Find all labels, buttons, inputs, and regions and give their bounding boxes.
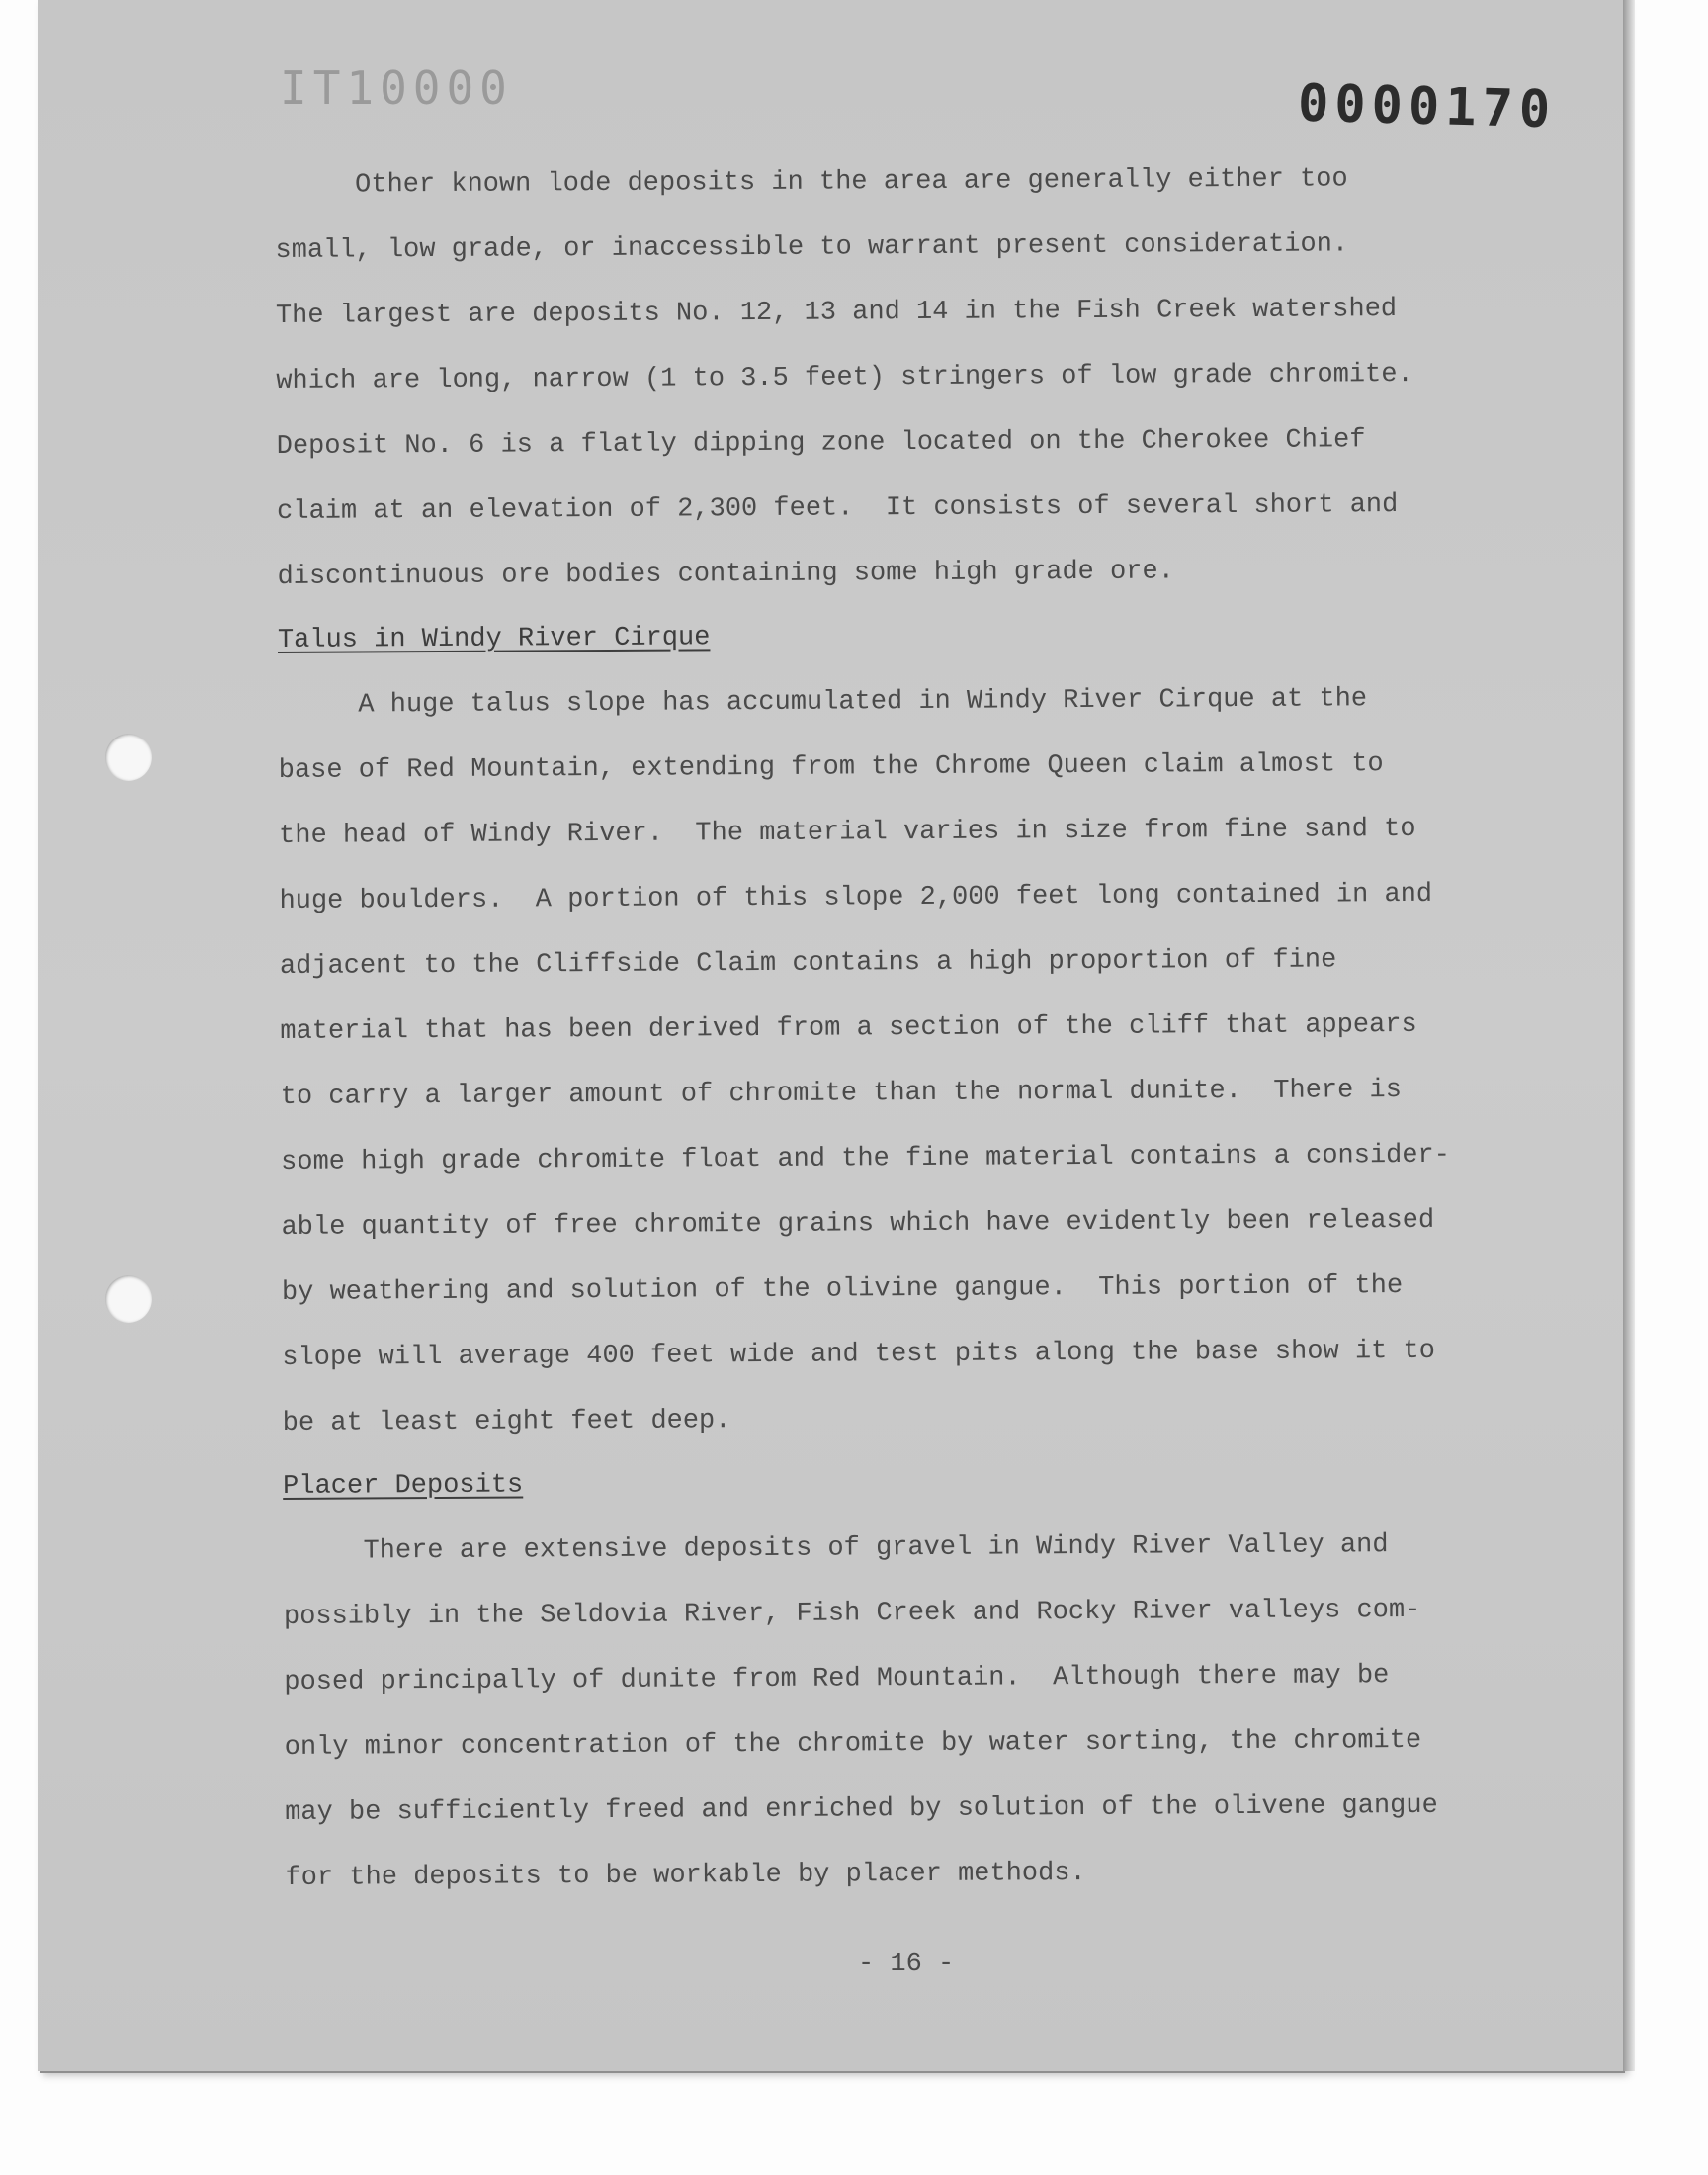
text-line: which are long, narrow (1 to 3.5 feet) stringers of low grade chromite. (276, 359, 1413, 396)
document-body (275, 160, 1520, 1893)
text-line: some high grade chromite float and the fine material contains a consider- (281, 1140, 1451, 1177)
file-stamp-faded: IT10000 (280, 61, 513, 115)
text-line: the head of Windy River. The material varies in size from fine sand to (279, 814, 1416, 851)
text-line: to carry a larger amount of chromite than the normal dunite. There is (280, 1076, 1403, 1112)
binder-hole-top (105, 734, 152, 781)
text-line: claim at an elevation of 2,300 feet. It consists of several short and (277, 490, 1399, 527)
text-line: slope will average 400 feet wide and test pits along the base show it to (282, 1336, 1436, 1373)
text-line: by weathering and solution of the olivine gangue. This portion of the (281, 1271, 1404, 1308)
text-line: Deposit No. 6 is a flatly dipping zone located on the Cherokee Chief (276, 425, 1366, 462)
text-line: be at least eight feet deep. (282, 1406, 731, 1438)
text-line: posed principally of dunite from Red Mountain. Although there may be (284, 1661, 1390, 1697)
text-line: base of Red Mountain, extending from the Chrome Queen claim almost to (278, 749, 1384, 786)
text-line: able quantity of free chromite grains which have evidently been released (281, 1205, 1435, 1243)
paper-sheet (38, 0, 1623, 2071)
section-heading-placer: Placer Deposits (283, 1470, 524, 1502)
text-line: for the deposits to be workable by placer methods. (285, 1859, 1086, 1893)
binder-hole-bottom (105, 1275, 152, 1323)
page-number: - 16 - (858, 1950, 955, 1979)
text-line: The largest are deposits No. 12, 13 and 14 in the Fish Creek watershed (275, 295, 1398, 331)
text-line: adjacent to the Cliffside Claim contains a high proportion of fine (279, 945, 1337, 982)
text-line: discontinuous ore bodies containing some high grade ore. (277, 557, 1174, 592)
text-line: Other known lode deposits in the area are generally either too (275, 164, 1348, 201)
text-line: material that has been derived from a section of the cliff that appears (280, 1009, 1417, 1047)
file-stamp-number: 0000170 (1297, 73, 1557, 140)
text-line: A huge talus slope has accumulated in Windy River Cirque at the (278, 684, 1368, 721)
text-line: may be sufficiently freed and enriched by solution of the olivene gangue (285, 1790, 1438, 1828)
text-line: huge boulders. A portion of this slope 2,000 feet long contained in and (279, 879, 1433, 916)
text-line: only minor concentration of the chromite by water sorting, the chromite (284, 1725, 1422, 1763)
text-line: There are extensive deposits of gravel in Windy River Valley and (283, 1530, 1389, 1567)
text-line: possibly in the Seldovia River, Fish Creek and Rocky River valleys com- (283, 1595, 1421, 1632)
section-heading-talus: Talus in Windy River Cirque (277, 623, 711, 655)
text-line: small, low grade, or inaccessible to warrant present consideration. (275, 229, 1349, 266)
